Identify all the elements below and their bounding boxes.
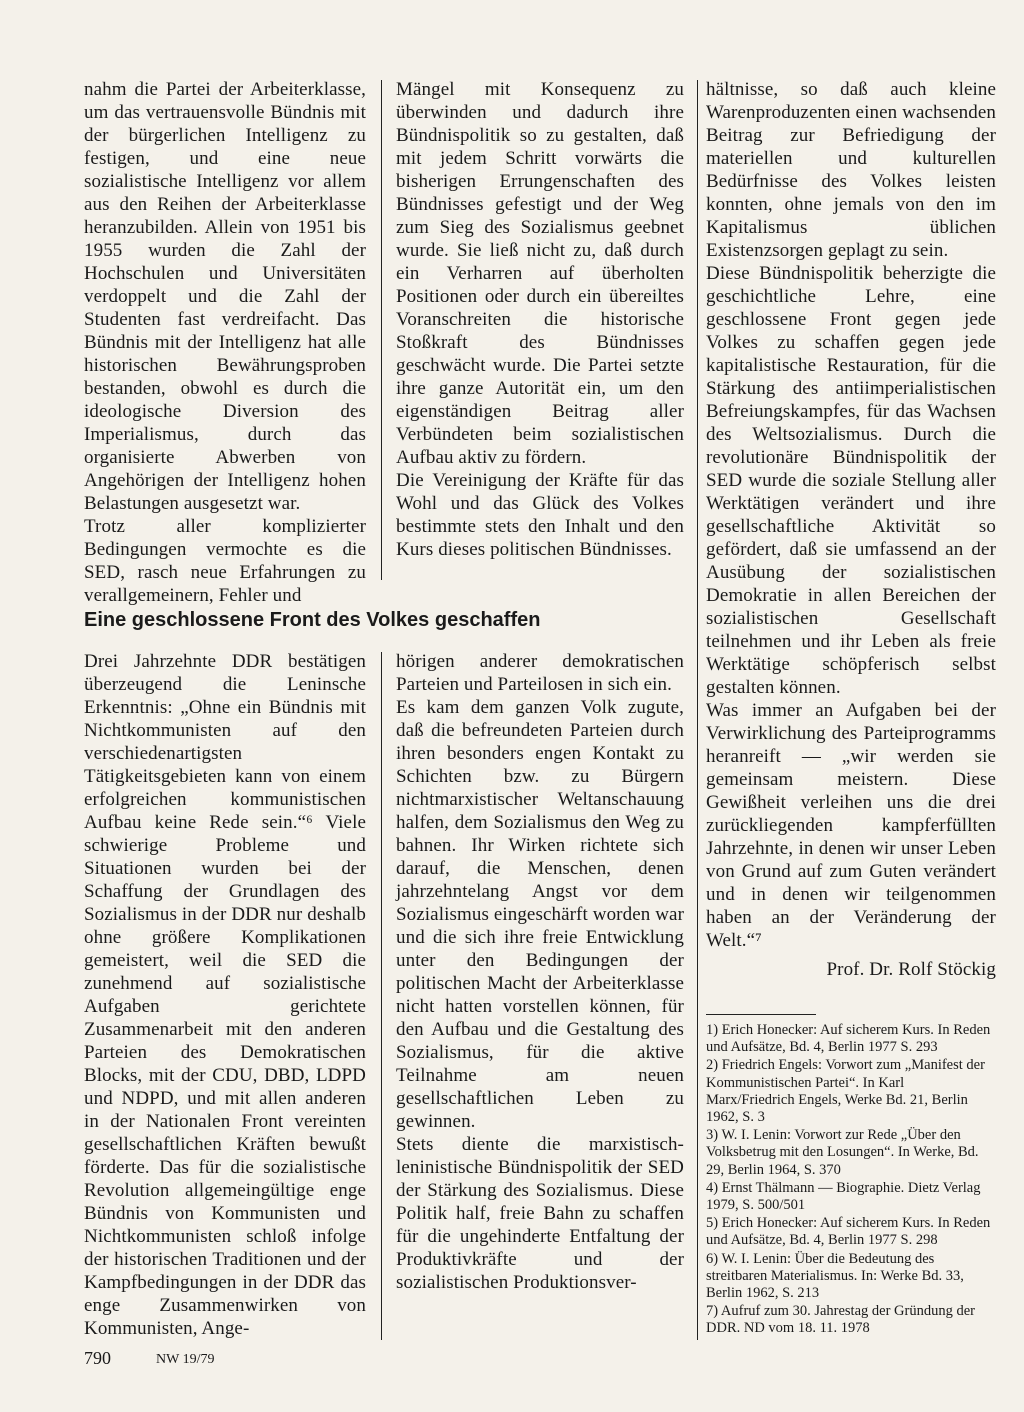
footnote: 2) Friedrich Engels: Vorwort zum „Manifest der Kommunistischen Partei“. In Karl Marx/Friedrich Engels, Werke Bd. 21, Berlin 1962, S. 3 <box>706 1057 985 1126</box>
paragraph: Diese Bündnispolitik beherzigte die geschichtliche Lehre, eine geschlossene Front gegen jede Volkes zu schaffen gegen jede kapitalistische Restauration, für die Stärkung des antiimperialistischen Befreiungskampfes, für das Wachsen des Weltsozialismus. Durch die revolutionäre Bündnispolitik der SED wurde die soziale Stellung aller Werktätigen verändert und ihre gesellschaftliche Aktivität so gefördert, daß sie umfassend an der Ausübung der sozialistischen Demokratie in allen Bereichen der sozialistischen Gesellschaft teilnehmen und ihr Leben als freie Werktätige schöpferisch selbst gestalten können. <box>706 263 996 698</box>
paragraph: Trotz aller komplizierter Bedingungen vermochte es die SED, rasch neue Erfahrungen zu verallgemeinern, Fehler und <box>84 516 366 606</box>
paragraph: Es kam dem ganzen Volk zugute, daß die befreundeten Parteien durch ihren besonders engen Kontakt zu Schichten bzw. zu Bürgern nichtmarxistischer Weltanschauung halfen, dem Sozialismus den Weg zu bahnen. Ihr Wirken richtete sich darauf, die Menschen, denen jahrzehntelang Angst vor dem Sozialismus eingeschärft worden war und die sich ihre freie Entwicklung unter den Bedingungen der politischen Macht der Arbeiterklasse nicht hatten vorstellen können, für den Aufbau und die Gestaltung des Sozialismus, für die aktive Teilnahme am neuen gesellschaftlichen Leben zu gewinnen. <box>396 697 684 1132</box>
issue-label: NW 19/79 <box>156 1352 215 1367</box>
top-column-2 <box>396 78 684 561</box>
footnotes <box>706 1022 996 1339</box>
footnote: 1) Erich Honecker: Auf sicherem Kurs. In Reden und Aufsätze, Bd. 4, Berlin 1977 S. 293 <box>706 1022 991 1056</box>
paragraph: Die Vereinigung der Kräfte für das Wohl und das Glück des Volkes bestimmte stets den Inhalt und den Kurs dieses politischen Bündnisses. <box>396 470 684 560</box>
footnote: 7) Aufruf zum 30. Jahrestag der Gründung der DDR. ND vom 18. 11. 1978 <box>706 1303 975 1337</box>
footnote: 3) W. I. Lenin: Vorwort zur Rede „Über den Volksbetrug mit den Losungen“. In Werke, Bd. 29, Berlin 1964, S. 370 <box>706 1127 979 1178</box>
top-column-1 <box>84 78 366 607</box>
column-rule <box>381 80 382 580</box>
paragraph: Stets diente die marxistisch-leninistische Bündnispolitik der SED der Stärkung des Sozialismus. Diese Politik half, freie Bahn zu schaffen für die ungehinderte Entfaltung der Produktivkräfte und der sozialistischen Produktionsver- <box>396 1134 684 1293</box>
footnote: 4) Ernst Thälmann — Biographie. Dietz Verlag 1979, S. 500/501 <box>706 1179 981 1214</box>
author-signature: Prof. Dr. Rolf Stöckig <box>826 959 996 980</box>
footnote: 5) Erich Honecker: Auf sicherem Kurs. In Reden und Aufsätze, Bd. 4, Berlin 1977 S. 298 <box>706 1215 991 1249</box>
paragraph: Drei Jahrzehnte DDR bestätigen überzeugend die Leninsche Erkenntnis: „Ohne ein Bündnis mit Nichtkommunisten auf den verschiedenartigsten Tätigkeitsgebieten kann von einem erfolgreichen kommunistischen Aufbau keine Rede sein.“⁶ Viele schwierige Probleme und Situationen wurden bei der Schaffung der Grundlagen des Sozialismus in der DDR nur deshalb ohne größere Komplikationen gemeistert, weil die SED die zunehmend auf sozialistische Aufgaben gerichtete Zusammenarbeit mit den anderen Parteien des Demokratischen Blocks, mit der CDU, DBD, LDPD und NDPD, und mit allen anderen in der Nationalen Front vereinten gesellschaftlichen Kräften bewußt förderte. Das für die sozialistische Revolution allgemeingültige enge Bündnis von Kommunisten und Nichtkommunisten schloß infolge der historischen Traditionen und der Kampfbedingungen in der DDR das enge Zusammenwirken von Kommunisten, Ange- <box>84 651 366 1339</box>
footnote: 6) W. I. Lenin: Über die Bedeutung des streitbaren Materialismus. In: Werke Bd. 33, Berlin 1962, S. 213 <box>706 1250 964 1302</box>
paragraph: nahm die Partei der Arbeiterklasse, um das vertrauensvolle Bündnis mit der bürgerlichen Intelligenz zu festigen, und eine neue sozialistische Intelligenz vor allem aus den Reihen der Arbeiterklasse heranzubilden. Allein von 1951 bis 1955 wurden die Zahl der Hochschulen und Universitäten verdoppelt und die Zahl der Studenten fast verdreifacht. Das Bündnis mit der Intelligenz hat alle historischen Bewährungsproben bestanden, obwohl es durch die ideologische Diversion des Imperialismus, durch das organisierte Abwerben von Angehörigen der Intelligenz hohen Belastungen ausgesetzt war. <box>84 79 366 514</box>
paragraph: Mängel mit Konsequenz zu überwinden und dadurch ihre Bündnispolitik so zu gestalten, daß mit jedem Schritt vorwärts die bisherigen Errungenschaften des Bündnisses gefestigt und der Weg zum Sieg des Sozialismus geebnet wurde. Sie ließ nicht zu, daß durch ein Verharren auf überholten Positionen oder durch ein übereiltes Voranschreiten die historische Stoßkraft des Bündnisses geschwächt wurde. Die Partei setzte ihre ganze Autorität ein, um den eigenständigen Beitrag aller Verbündeten beim sozialistischen Aufbau aktiv zu fördern. <box>396 79 684 468</box>
bottom-column-2 <box>396 650 684 1294</box>
bottom-column-1 <box>84 650 366 1340</box>
right-column <box>706 78 996 981</box>
section-headline: Eine geschlossene Front des Volkes geschaffen <box>84 609 541 631</box>
paragraph: hörigen anderer demokratischen Parteien und Parteilosen in sich ein. <box>396 651 684 695</box>
column-rule <box>697 80 698 1340</box>
page-number: 790 <box>84 1348 111 1368</box>
paragraph: hältnisse, so daß auch kleine Warenproduzenten einen wachsenden Beitrag zur Befriedigung der materiellen und kulturellen Bedürfnisse des Volkes leisten konnten, ohne jemals von den im Kapitalismus üblichen Existenzsorgen geplagt zu sein. <box>706 79 996 261</box>
paragraph: Was immer an Aufgaben bei der Verwirklichung des Parteiprogramms heranreift — „wir werden sie gemeinsam meistern. Diese Gewißheit verleihen uns die drei zurückliegenden kampferfüllten Jahrzehnte, in denen wir unser Leben von Grund auf zum Guten verändert und in denen wir teilgenommen haben an der Veränderung der Welt.“⁷ <box>706 700 996 951</box>
footnote-rule <box>706 1014 816 1015</box>
column-rule <box>381 652 382 1340</box>
